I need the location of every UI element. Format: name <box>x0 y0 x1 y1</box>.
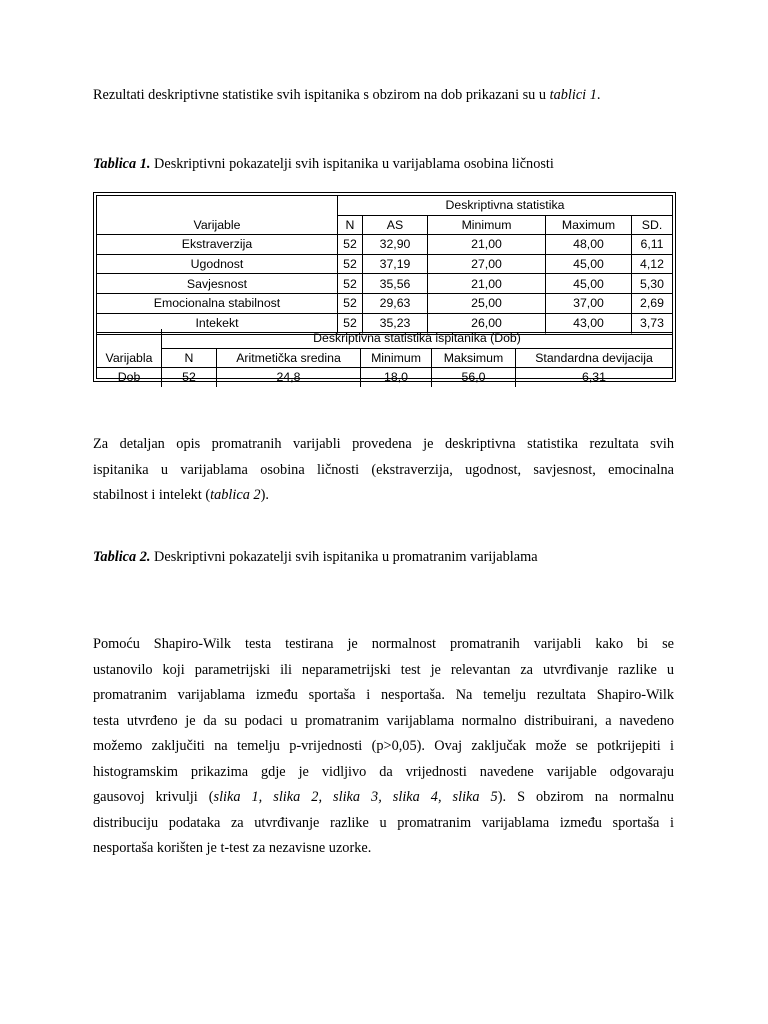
header-variable: Varijable <box>97 196 337 235</box>
table-row: Savjesnost 52 35,56 21,00 45,00 5,30 <box>97 274 672 294</box>
paragraph-2: Za detaljan opis promatranih varijabli provedena je deskriptivna statistika rezultata svih ispitanika u varijablama osobina ličnosti (ekstraverzija, ugodnost, savjesnost, emocinalna stabilnost i intelekt (tablica 2). <box>93 436 674 503</box>
paragraph-3: Pomoću Shapiro-Wilk testa testirana je normalnost promatranih varijabli kako bi se ustanovilo koji parametrijski ili neparametrijski test je relevantan za utvrđivanje razlike u promatranim varijablama između sportaša i nesportaša. Na temelju rezultata Shapiro-Wilk testa utvrđeno je da su podaci u promatranim varijablama normalno distribuirani, a navedeno možemo zaključiti na temelju p-vrijednosti (p>0,05). Ovaj zaključak može se potkrijepiti i histogramskim prikazima gdje je vidljivo da vrijednosti navedene varijable odgovaraju gausovoj krivulji (slika 1, slika 2, slika 3, slika 4, slika 5). S obzirom na normalnu distribuciju podataka za utvrđivanje razlike u promatranim varijablama između sportaša i nesportaša korišten je t-test za nezavisne uzorke. <box>93 636 675 856</box>
table-row: Emocionalna stabilnost 52 29,63 25,00 37,00 2,69 <box>97 294 672 314</box>
table2-caption: Tablica 2. Deskriptivni pokazatelji svih ispitanika u promatranim varijablama <box>93 549 538 565</box>
header-group: Deskriptivna statistika <box>337 196 672 216</box>
intro-paragraph: Rezultati deskriptivne statistike svih ispitanika s obzirom na dob prikazani su u tablici 1. <box>93 87 601 103</box>
table-row: Intekekt 52 35,23 26,00 43,00 3,73 <box>97 314 672 336</box>
table-row: Dob 52 24,8 18,0 56,0 6,31 <box>97 368 672 387</box>
table-row: Ugodnost 52 37,19 27,00 45,00 4,12 <box>97 255 672 275</box>
table1-age: Varijabla Deskriptivna statistika ispitanika (Dob) N Aritmetička sredina Minimum Maksimum Standardna devijacija Dob 52 24,8 18,0 56,0 6,31 <box>97 329 672 387</box>
table-row: Ekstraverzija 52 32,90 21,00 48,00 6,11 <box>97 235 672 255</box>
table1 <box>93 192 676 385</box>
table1-caption: Tablica 1. Deskriptivni pokazatelji svih ispitanika u varijablama osobina ličnosti <box>93 156 554 172</box>
table1-variables: Varijable Deskriptivna statistika N AS Minimum Maximum SD. Ekstraverzija 52 32,90 21,00 48,00 6,11 Ugodnost 52 37,19 27,00 45,00 4,12 Savjesnost 52 35,56 21,00 45,00 5,30 Emocionalna stabilnost 52 29,63 25,00 37,00 2,69 Intekekt 52 35,23 26,00 43,00 3,73 <box>97 196 672 335</box>
